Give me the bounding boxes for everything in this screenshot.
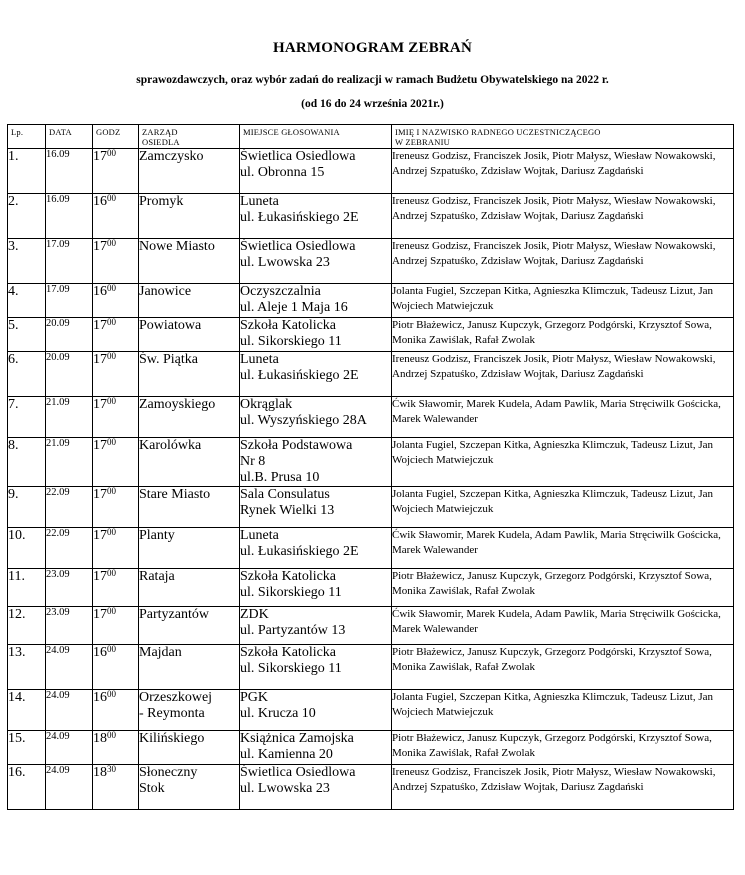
place-line: ul. Sikorskiego 11 <box>240 661 342 676</box>
cell-voting-place <box>240 645 392 690</box>
cell-time <box>93 318 139 352</box>
cell-district <box>139 194 240 239</box>
time-minutes: 00 <box>107 193 116 203</box>
cell-voting-place <box>240 284 392 318</box>
district-line: Janowice <box>139 284 192 299</box>
header-district-line2: OSIEDLA <box>142 137 180 147</box>
place-line: ul.B. Prusa 10 <box>240 470 320 485</box>
place-line: Luneta <box>240 352 279 367</box>
cell-district <box>139 397 240 438</box>
cell-time <box>93 569 139 607</box>
place-line: ul. Krucza 10 <box>240 706 316 721</box>
cell-date: 17.09 <box>46 284 93 318</box>
place-line: Świetlica Osiedlowa <box>240 149 356 164</box>
cell-time <box>93 607 139 645</box>
time-minutes: 00 <box>107 568 116 578</box>
cell-district <box>139 239 240 284</box>
place-line: ul. Sikorskiego 11 <box>240 585 342 600</box>
place-line: Szkoła Podstawowa <box>240 438 353 453</box>
header-names-line1: IMIĘ I NAZWISKO RADNEGO UCZESTNICZĄCEGO <box>395 127 601 137</box>
document-title: HARMONOGRAM ZEBRAŃ <box>272 40 472 56</box>
district-line: Nowe Miasto <box>139 239 215 254</box>
time-hour: 16 <box>93 284 107 299</box>
table-row <box>8 690 734 731</box>
cell-lp: 8. <box>8 438 46 487</box>
district-line: Św. Piątka <box>139 352 198 367</box>
cell-voting-place <box>240 194 392 239</box>
time-minutes: 00 <box>107 283 116 293</box>
time-minutes: 30 <box>107 764 116 774</box>
table-row <box>8 194 734 239</box>
cell-lp: 10. <box>8 528 46 569</box>
district-line: Rataja <box>139 569 175 584</box>
place-line: Nr 8 <box>240 454 266 469</box>
cell-time <box>93 765 139 810</box>
district-line: Słoneczny <box>139 765 198 780</box>
cell-lp: 4. <box>8 284 46 318</box>
cell-voting-place <box>240 352 392 397</box>
time-minutes: 00 <box>107 148 116 158</box>
cell-lp: 5. <box>8 318 46 352</box>
header-district-line1: ZARZĄD <box>142 127 178 137</box>
cell-voting-place <box>240 487 392 528</box>
cell-date: 24.09 <box>46 731 93 765</box>
cell-councillors: Ireneusz Godzisz, Franciszek Josik, Piotr Małysz, Wiesław Nowakowski, Andrzej Szpatuśko, Zdzisław Wojtak, Dariusz Zagdański <box>392 765 734 810</box>
cell-time <box>93 239 139 284</box>
cell-district <box>139 352 240 397</box>
district-line: Kilińskiego <box>139 731 205 746</box>
time-hour: 17 <box>93 607 107 622</box>
time-minutes: 00 <box>107 730 116 740</box>
time-hour: 17 <box>93 397 107 412</box>
time-hour: 17 <box>93 239 107 254</box>
district-line: Zamoyskiego <box>139 397 216 412</box>
cell-councillors: Ireneusz Godzisz, Franciszek Josik, Piotr Małysz, Wiesław Nowakowski, Andrzej Szpatuśko, Zdzisław Wojtak, Dariusz Zagdański <box>392 352 734 397</box>
place-line: Okrąglak <box>240 397 293 412</box>
cell-date: 21.09 <box>46 397 93 438</box>
district-line: Stok <box>139 781 165 796</box>
cell-district <box>139 645 240 690</box>
time-hour: 17 <box>93 352 107 367</box>
cell-date: 17.09 <box>46 239 93 284</box>
cell-lp: 3. <box>8 239 46 284</box>
cell-time <box>93 352 139 397</box>
district-line: Karolówka <box>139 438 202 453</box>
cell-lp: 1. <box>8 149 46 194</box>
place-line: ul. Wyszyńskiego 28A <box>240 413 367 428</box>
time-hour: 17 <box>93 149 107 164</box>
cell-date: 16.09 <box>46 194 93 239</box>
place-line: ZDK <box>240 607 269 622</box>
time-minutes: 00 <box>107 689 116 699</box>
cell-district <box>139 731 240 765</box>
cell-district <box>139 765 240 810</box>
cell-date: 21.09 <box>46 438 93 487</box>
cell-councillors: Ireneusz Godzisz, Franciszek Josik, Piotr Małysz, Wiesław Nowakowski, Andrzej Szpatuśko, Zdzisław Wojtak, Dariusz Zagdański <box>392 149 734 194</box>
table-row <box>8 284 734 318</box>
header-names-line2: W ZEBRANIU <box>395 137 450 147</box>
place-line: Rynek Wielki 13 <box>240 503 335 518</box>
table-row <box>8 438 734 487</box>
time-minutes: 00 <box>107 606 116 616</box>
cell-councillors: Piotr Błażewicz, Janusz Kupczyk, Grzegorz Podgórski, Krzysztof Sowa, Monika Zawiślak, Rafał Zwolak <box>392 731 734 765</box>
time-hour: 16 <box>93 645 107 660</box>
cell-lp: 11. <box>8 569 46 607</box>
place-line: Szkoła Katolicka <box>240 569 337 584</box>
place-line: ul. Aleje 1 Maja 16 <box>240 300 348 315</box>
cell-district <box>139 487 240 528</box>
cell-time <box>93 397 139 438</box>
document-subtitle: sprawozdawczych, oraz wybór zadań do realizacji w ramach Budżetu Obywatelskiego na 2022 r. <box>136 74 609 86</box>
cell-lp: 6. <box>8 352 46 397</box>
place-line: ul. Sikorskiego 11 <box>240 334 342 349</box>
cell-voting-place <box>240 731 392 765</box>
cell-voting-place <box>240 239 392 284</box>
cell-councillors: Ćwik Sławomir, Marek Kudela, Adam Pawlik, Maria Stręciwilk Gościcka, Marek Walewander <box>392 607 734 645</box>
time-hour: 18 <box>93 765 107 780</box>
time-minutes: 00 <box>107 527 116 537</box>
cell-time <box>93 438 139 487</box>
place-line: ul. Łukasińskiego 2E <box>240 368 359 383</box>
time-hour: 16 <box>93 690 107 705</box>
cell-date: 22.09 <box>46 528 93 569</box>
cell-lp: 13. <box>8 645 46 690</box>
header-district <box>139 125 240 149</box>
place-line: Luneta <box>240 194 279 209</box>
document-date-range: (od 16 do 24 września 2021r.) <box>301 98 444 110</box>
cell-district <box>139 607 240 645</box>
time-hour: 17 <box>93 438 107 453</box>
cell-time <box>93 194 139 239</box>
cell-date: 22.09 <box>46 487 93 528</box>
place-line: Szkoła Katolicka <box>240 645 337 660</box>
time-hour: 17 <box>93 318 107 333</box>
cell-lp: 15. <box>8 731 46 765</box>
place-line: ul. Lwowska 23 <box>240 781 330 796</box>
cell-time <box>93 528 139 569</box>
table-row <box>8 487 734 528</box>
table-row <box>8 239 734 284</box>
table-row <box>8 765 734 810</box>
time-hour: 16 <box>93 194 107 209</box>
district-line: Zamczysko <box>139 149 204 164</box>
table-row <box>8 569 734 607</box>
table-row <box>8 397 734 438</box>
cell-councillors: Jolanta Fugiel, Szczepan Kitka, Agnieszka Klimczuk, Tadeusz Lizut, Jan Wojciech Matwiejczuk <box>392 487 734 528</box>
district-line: Orzeszkowej <box>139 690 213 705</box>
cell-lp: 2. <box>8 194 46 239</box>
time-minutes: 00 <box>107 644 116 654</box>
cell-councillors: Jolanta Fugiel, Szczepan Kitka, Agnieszka Klimczuk, Tadeusz Lizut, Jan Wojciech Matwiejczuk <box>392 438 734 487</box>
place-line: Świetlica Osiedlowa <box>240 765 356 780</box>
cell-district <box>139 149 240 194</box>
cell-date: 24.09 <box>46 765 93 810</box>
time-minutes: 00 <box>107 437 116 447</box>
cell-time <box>93 149 139 194</box>
cell-lp: 7. <box>8 397 46 438</box>
place-line: Oczyszczalnia <box>240 284 321 299</box>
place-line: Świetlica Osiedlowa <box>240 239 356 254</box>
table-row <box>8 731 734 765</box>
table-row <box>8 352 734 397</box>
cell-voting-place <box>240 149 392 194</box>
district-line: Planty <box>139 528 175 543</box>
table-row <box>8 528 734 569</box>
cell-lp: 12. <box>8 607 46 645</box>
place-line: ul. Obronna 15 <box>240 165 325 180</box>
table-row <box>8 607 734 645</box>
district-line: Powiatowa <box>139 318 202 333</box>
time-minutes: 00 <box>107 238 116 248</box>
cell-date: 24.09 <box>46 690 93 731</box>
cell-lp: 16. <box>8 765 46 810</box>
time-hour: 17 <box>93 569 107 584</box>
table-body <box>8 149 734 810</box>
district-line: - Reymonta <box>139 706 205 721</box>
district-line: Majdan <box>139 645 182 660</box>
district-line: Stare Miasto <box>139 487 211 502</box>
table-header-row <box>8 125 734 149</box>
place-line: ul. Lwowska 23 <box>240 255 330 270</box>
time-minutes: 00 <box>107 396 116 406</box>
cell-date: 16.09 <box>46 149 93 194</box>
place-line: Luneta <box>240 528 279 543</box>
cell-time <box>93 731 139 765</box>
cell-time <box>93 690 139 731</box>
cell-date: 20.09 <box>46 352 93 397</box>
cell-voting-place <box>240 528 392 569</box>
time-hour: 17 <box>93 528 107 543</box>
place-line: Książnica Zamojska <box>240 731 354 746</box>
cell-voting-place <box>240 397 392 438</box>
cell-date: 23.09 <box>46 569 93 607</box>
cell-time <box>93 284 139 318</box>
cell-councillors: Jolanta Fugiel, Szczepan Kitka, Agnieszka Klimczuk, Tadeusz Lizut, Jan Wojciech Matwiejczuk <box>392 284 734 318</box>
cell-voting-place <box>240 765 392 810</box>
place-line: ul. Kamienna 20 <box>240 747 333 762</box>
cell-voting-place <box>240 690 392 731</box>
cell-date: 24.09 <box>46 645 93 690</box>
place-line: Szkoła Katolicka <box>240 318 337 333</box>
cell-councillors: Ireneusz Godzisz, Franciszek Josik, Piotr Małysz, Wiesław Nowakowski, Andrzej Szpatuśko, Zdzisław Wojtak, Dariusz Zagdański <box>392 194 734 239</box>
time-hour: 17 <box>93 487 107 502</box>
schedule-table <box>7 124 734 810</box>
district-line: Promyk <box>139 194 184 209</box>
cell-voting-place <box>240 607 392 645</box>
table-row <box>8 149 734 194</box>
place-line: PGK <box>240 690 269 705</box>
place-line: Sala Consulatus <box>240 487 330 502</box>
place-line: ul. Partyzantów 13 <box>240 623 346 638</box>
table-row <box>8 318 734 352</box>
time-hour: 18 <box>93 731 107 746</box>
cell-district <box>139 318 240 352</box>
cell-lp: 9. <box>8 487 46 528</box>
cell-district <box>139 438 240 487</box>
cell-voting-place <box>240 569 392 607</box>
cell-voting-place <box>240 318 392 352</box>
time-minutes: 00 <box>107 317 116 327</box>
time-minutes: 00 <box>107 351 116 361</box>
cell-councillors: Piotr Błażewicz, Janusz Kupczyk, Grzegorz Podgórski, Krzysztof Sowa, Monika Zawiślak, Rafał Zwolak <box>392 318 734 352</box>
header-lp: Lp. <box>8 125 46 149</box>
cell-councillors: Piotr Błażewicz, Janusz Kupczyk, Grzegorz Podgórski, Krzysztof Sowa, Monika Zawiślak, Rafał Zwolak <box>392 645 734 690</box>
cell-district <box>139 690 240 731</box>
time-minutes: 00 <box>107 486 116 496</box>
cell-time <box>93 645 139 690</box>
cell-councillors: Jolanta Fugiel, Szczepan Kitka, Agnieszka Klimczuk, Tadeusz Lizut, Jan Wojciech Matwiejczuk <box>392 690 734 731</box>
cell-councillors: Ćwik Sławomir, Marek Kudela, Adam Pawlik, Maria Stręciwilk Gościcka, Marek Walewander <box>392 397 734 438</box>
header-names <box>392 125 734 149</box>
cell-district <box>139 528 240 569</box>
cell-lp: 14. <box>8 690 46 731</box>
district-line: Partyzantów <box>139 607 209 622</box>
cell-councillors: Piotr Błażewicz, Janusz Kupczyk, Grzegorz Podgórski, Krzysztof Sowa, Monika Zawiślak, Rafał Zwolak <box>392 569 734 607</box>
cell-councillors: Ćwik Sławomir, Marek Kudela, Adam Pawlik, Maria Stręciwilk Gościcka, Marek Walewander <box>392 528 734 569</box>
cell-time <box>93 487 139 528</box>
header-time: GODZ <box>93 125 139 149</box>
table-row <box>8 645 734 690</box>
header-date: DATA <box>46 125 93 149</box>
cell-date: 20.09 <box>46 318 93 352</box>
place-line: ul. Łukasińskiego 2E <box>240 210 359 225</box>
cell-district <box>139 284 240 318</box>
cell-councillors: Ireneusz Godzisz, Franciszek Josik, Piotr Małysz, Wiesław Nowakowski, Andrzej Szpatuśko, Zdzisław Wojtak, Dariusz Zagdański <box>392 239 734 284</box>
cell-date: 23.09 <box>46 607 93 645</box>
header-place: MIEJSCE GŁOSOWANIA <box>240 125 392 149</box>
place-line: ul. Łukasińskiego 2E <box>240 544 359 559</box>
cell-district <box>139 569 240 607</box>
cell-voting-place <box>240 438 392 487</box>
